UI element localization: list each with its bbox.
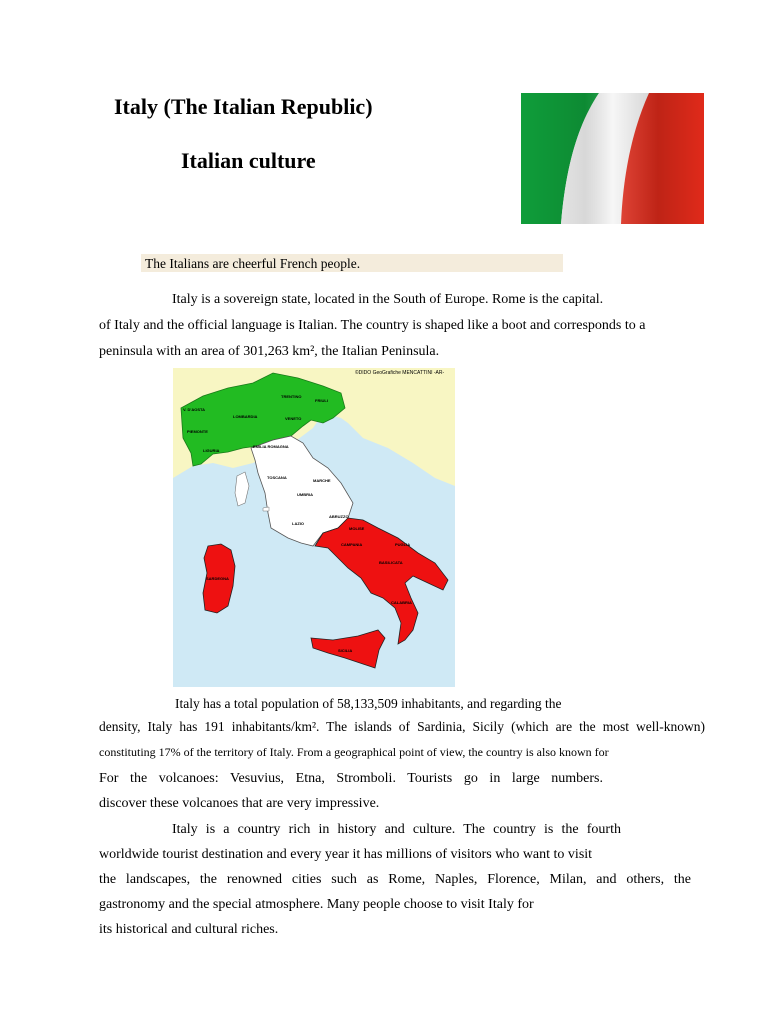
region-label-calabria: CALABRIA <box>391 600 412 605</box>
region-label-toscana: TOSCANA <box>267 475 287 480</box>
region-label-emilia: EMILIA ROMAGNA <box>253 444 289 449</box>
italian-flag-image <box>521 93 704 224</box>
page-title: Italy (The Italian Republic) <box>114 94 373 119</box>
region-label-veneto: VENETO <box>285 416 302 421</box>
paragraph-1-line-3: peninsula with an area of 301,263 km², the Italian Peninsula. <box>99 344 440 359</box>
region-label-piemonte: PIEMONTE <box>187 429 208 434</box>
region-label-trentino: TRENTINO <box>281 394 302 399</box>
map-copyright: ©DIDO GeoGrafiche MENCATTINI -AR- <box>355 370 445 376</box>
region-label-abruzzo: ABRUZZO <box>329 514 349 519</box>
paragraph-3-line-3: the landscapes, the renowned cities such as Rome, Naples, Florence, Milan, and others, the <box>99 872 691 887</box>
region-label-sicilia: SICILIA <box>338 648 353 653</box>
region-label-lombardia: LOMBARDIA <box>233 414 258 419</box>
region-label-marche: MARCHE <box>313 478 331 483</box>
region-label-basilicata: BASILICATA <box>379 560 403 565</box>
paragraph-3-line-4: gastronomy and the special atmosphere. Many people choose to visit Italy for <box>99 897 534 912</box>
region-label-puglia: PUGLIA <box>395 542 411 547</box>
paragraph-1-line-1: Italy is a sovereign state, located in the South of Europe. Rome is the capital. <box>172 292 604 307</box>
page-subtitle: Italian culture <box>181 148 316 173</box>
region-label-lazio: LAZIO <box>292 521 304 526</box>
region-label-valdaosta: V. D'AOSTA <box>183 407 206 412</box>
paragraph-3-line-5: its historical and cultural riches. <box>99 922 279 937</box>
italy-regions-map <box>173 368 455 687</box>
paragraph-2-line-2: density, Italy has 191 inhabitants/km². The islands of Sardinia, Sicily (which are the most well-known) <box>99 719 705 734</box>
paragraph-2-line-1: Italy has a total population of 58,133,509 inhabitants, and regarding the <box>175 696 562 711</box>
region-label-campania: CAMPANIA <box>341 542 363 547</box>
highlight-text: The Italians are cheerful French people. <box>145 256 361 271</box>
paragraph-2-line-3: constituting 17% of the territory of Italy. From a geographical point of view, the country is also known for <box>99 745 609 759</box>
paragraph-3-line-1: Italy is a country rich in history and culture. The country is the fourth <box>172 822 621 837</box>
paragraph-2-line-4: For the volcanoes: Vesuvius, Etna, Stromboli. Tourists go in large numbers. <box>99 771 603 786</box>
region-label-sardegna: SARDEGNA <box>206 576 229 581</box>
region-label-friuli: FRIULI <box>315 398 328 403</box>
region-label-umbria: UMBRIA <box>297 492 313 497</box>
paragraph-2-line-5: discover these volcanoes that are very impressive. <box>99 796 380 811</box>
paragraph-1-line-2: of Italy and the official language is Italian. The country is shaped like a boot and corresponds to a <box>99 318 646 333</box>
region-label-molise: MOLISE <box>349 526 365 531</box>
paragraph-3-line-2: worldwide tourist destination and every year it has millions of visitors who want to visit <box>99 847 593 862</box>
region-label-liguria: LIGURIA <box>203 448 220 453</box>
